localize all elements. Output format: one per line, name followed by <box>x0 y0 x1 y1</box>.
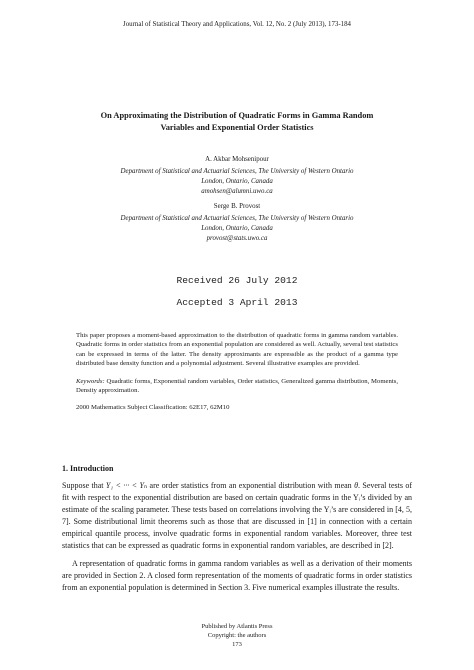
keywords-text: Quadratic forms, Exponential random variables, Order statistics, Generalized gamma distribution, Moments, Density approximation. <box>76 377 398 395</box>
author-name-1: A. Akbar Mohsenipour <box>205 156 269 163</box>
intro-p1-math: Y₁ < ··· < Yₙ <box>105 481 148 490</box>
paper-title <box>0 110 474 133</box>
intro-paragraph-2: A representation of quadratic forms in gamma random variables as well as a derivation of their moments are provided in Section 2. A closed form representation of the moments of quadratic forms in order statistics from an exponential population is determined in Section 3. Five numerical examples illustrate the results. <box>62 558 412 592</box>
keywords-label: Keywords: <box>76 377 105 385</box>
page-number: 173 <box>232 640 242 648</box>
author-name-2: Serge B. Provost <box>213 203 261 210</box>
introduction-body <box>62 480 412 594</box>
intro-p1-text-a: Suppose that <box>62 481 106 490</box>
title-line-2: Variables and Exponential Order Statistics <box>160 122 314 132</box>
intro-p1-text-c: . Several tests of fit with respect to the exponential distribution are based on certain quadratic forms in the Yᵢ’s divided by an estimate of the scaling parameter. These tests based on correlations involving the Yᵢ’s are considered in [4, 5, 7]. Some distributional limit theorems such as those that are discussed in [1] in connection with a certain empirical quantile process, involve quadratic forms in exponential random variables. Moreover, three test statistics that can be expressed as quadratic forms in exponential random variables, are described in [2]. <box>62 481 413 551</box>
author-location-1: London, Ontario, Canada <box>201 178 273 185</box>
accepted-date: Accepted 3 April 2013 <box>176 297 298 308</box>
footer-copyright: Copyright: the authors <box>207 631 267 639</box>
author-affiliation-2 <box>0 214 474 244</box>
page-footer <box>0 623 474 649</box>
abstract <box>76 331 398 413</box>
received-date: Received 26 July 2012 <box>176 275 298 286</box>
author-email-1: amohsen@alumni.uwo.ca <box>201 188 273 195</box>
title-line-1: On Approximating the Distribution of Quadratic Forms in Gamma Random <box>100 111 374 120</box>
msc-classification: 2000 Mathematics Subject Classification: 62E17, 62M10 <box>76 404 230 412</box>
abstract-text: This paper proposes a moment-based approximation to the distribution of quadratic forms in gamma random variables. Quadratic forms in order statistics from an exponential population are considered as well. Actually, several test statistics can be expressed in terms of the latter. The density approximants are expressible as the product of a gamma type distributed base density function and a polynomial adjustment. Several illustrative examples are provided. <box>76 332 398 368</box>
author-location-2: London, Ontario, Canada <box>201 225 273 232</box>
footer-publisher: Published by Atlantis Press <box>201 623 273 630</box>
author-affiliation-1 <box>0 167 474 197</box>
intro-p1-theta: θ <box>354 481 358 490</box>
section-heading-introduction: 1. Introduction <box>62 464 114 473</box>
author-email-2: provost@stats.uwo.ca <box>206 235 268 242</box>
journal-header: Journal of Statistical Theory and Applications, Vol. 12, No. 2 (July 2013), 173-184 <box>123 21 351 28</box>
author-department-2: Department of Statistical and Actuarial Sciences, The University of Western Ontario <box>120 215 354 222</box>
keywords <box>76 377 398 396</box>
author-department-1: Department of Statistical and Actuarial Sciences, The University of Western Ontario <box>120 168 354 175</box>
intro-p1-text-b: are order statistics from an exponential distribution with mean <box>147 481 355 490</box>
intro-paragraph-1 <box>62 480 412 553</box>
